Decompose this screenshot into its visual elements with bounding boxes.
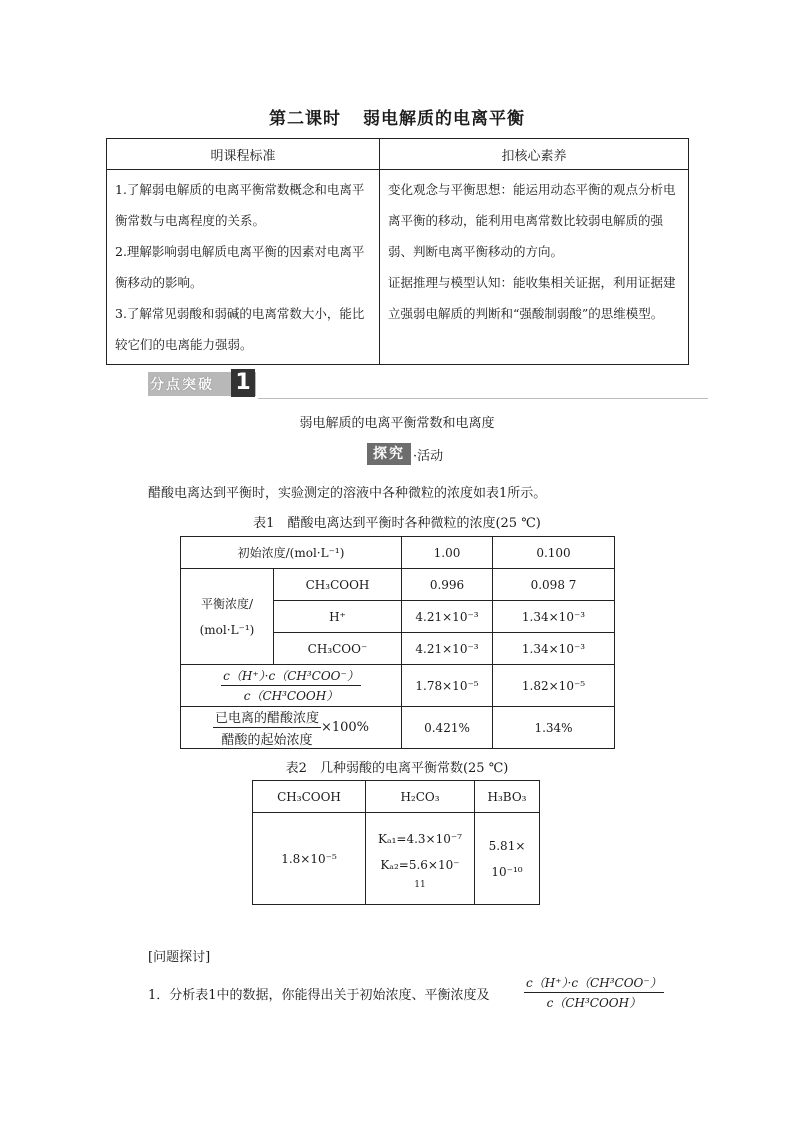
- table2-cell-h3bo3: [475, 813, 540, 905]
- table1-ratio-label: [181, 665, 402, 707]
- table2-header: CH₃COOH: [253, 781, 366, 813]
- table2-cell-h2co3: [366, 813, 475, 905]
- question-1-fraction: [524, 974, 664, 1011]
- fraction-numerator: 已电离的醋酸浓度: [213, 707, 321, 728]
- literacy-item: 证据推理与模型认知：能收集相关证据，利用证据建立强弱电解质的判断和“强酸制弱酸”的思维模型。: [388, 275, 676, 321]
- standards-right-cell: [380, 170, 689, 365]
- table1-cell: 0.100: [493, 537, 615, 569]
- fraction-numerator: c（H⁺）·c（CH³COO⁻）: [524, 974, 664, 993]
- fraction-numerator: c（H⁺）·c（CH³COO⁻）: [221, 667, 361, 686]
- table1-cell: 1.00: [402, 537, 493, 569]
- table1-cell: 4.21×10⁻³: [402, 633, 493, 665]
- table1-cell: 0.421%: [402, 707, 493, 749]
- table1: [180, 536, 615, 749]
- table1-caption: 表1 醋酸电离达到平衡时各种微粒的浓度(25 ℃): [253, 516, 541, 531]
- table1-cell: 1.34×10⁻³: [493, 601, 615, 633]
- table1-species: H⁺: [274, 601, 402, 633]
- title-lesson: 第二课时: [269, 109, 341, 129]
- table1-cell: 4.21×10⁻³: [402, 601, 493, 633]
- ka2-value: Kₐ₂=5.6×10⁻: [380, 857, 460, 872]
- table1-initial-label: 初始浓度/(mol·L⁻¹): [181, 537, 402, 569]
- section-banner-label: 分点突破: [150, 377, 214, 393]
- section-banner-number: 1: [231, 369, 255, 397]
- title-topic: 弱电解质的电离平衡: [363, 109, 525, 129]
- table2-cell: 1.8×10⁻⁵: [253, 813, 366, 905]
- table2-header: H₂CO₃: [366, 781, 475, 813]
- table2-header: H₃BO₃: [475, 781, 540, 813]
- ka1-value: Kₐ₁=4.3×10⁻⁷: [377, 831, 462, 846]
- ionization-degree-fraction: [213, 707, 321, 748]
- h3bo3-line1: 5.81×: [488, 838, 526, 853]
- table1-cell: 1.34×10⁻³: [493, 633, 615, 665]
- standards-header-right: 扣核心素养: [380, 139, 689, 170]
- table1-species: CH₃COO⁻: [274, 633, 402, 665]
- table1-cell: 0.098 7: [493, 569, 615, 601]
- standards-left-cell: [107, 170, 380, 365]
- questions-heading: [问题探讨]: [148, 950, 211, 965]
- table1-cell: 1.82×10⁻⁵: [493, 665, 615, 707]
- activity-label: ·活动: [413, 449, 444, 464]
- section-divider: [258, 398, 708, 399]
- table2: [252, 780, 540, 905]
- table1-eq-label-line1: 平衡浓度/: [200, 596, 254, 611]
- table1-species: CH₃COOH: [274, 569, 402, 601]
- page-title: [0, 104, 794, 129]
- h3bo3-line2: 10⁻¹⁰: [491, 864, 523, 879]
- standards-header-left: 明课程标准: [107, 139, 380, 170]
- literacy-item: 变化观念与平衡思想：能运用动态平衡的观点分析电离平衡的移动，能利用电离常数比较弱电解质的强弱、判断电离平衡移动的方向。: [388, 182, 676, 259]
- table2-caption: 表2 几种弱酸的电离平衡常数(25 ℃): [285, 761, 509, 776]
- table1-eq-label-line2: (mol·L⁻¹): [199, 622, 255, 637]
- percent-suffix: ×100%: [320, 720, 370, 735]
- fraction-denominator: c（CH³COOH）: [546, 996, 642, 1010]
- fraction-denominator: c（CH³COOH）: [243, 689, 339, 703]
- table1-degree-label: [181, 707, 402, 749]
- table1-cell: 1.34%: [493, 707, 615, 749]
- standard-item: 3.了解常见弱酸和弱碱的电离常数大小，能比较它们的电离能力强弱。: [115, 306, 365, 352]
- section-title: 弱电解质的电离平衡常数和电离度: [299, 416, 495, 431]
- equilibrium-ratio-fraction: [221, 667, 361, 704]
- table1-cell: 0.996: [402, 569, 493, 601]
- standard-item: 1.了解弱电解质的电离平衡常数概念和电离平衡常数与电离程度的关系。: [115, 182, 365, 228]
- table1-eq-label: [181, 569, 274, 665]
- table1-cell: 1.78×10⁻⁵: [402, 665, 493, 707]
- ka2-exponent-tail: 11: [414, 879, 426, 890]
- intro-paragraph: 醋酸电离达到平衡时，实验测定的溶液中各种微粒的浓度如表1所示。: [148, 486, 547, 501]
- question-1: 1．分析表1中的数据，你能得出关于初始浓度、平衡浓度及: [148, 988, 490, 1003]
- fraction-denominator: 醋酸的起始浓度: [221, 733, 313, 748]
- standard-item: 2.理解影响弱电解质电离平衡的因素对电离平衡移动的影响。: [115, 244, 365, 290]
- standards-table: [106, 138, 689, 365]
- activity-badge: 探究: [367, 443, 411, 465]
